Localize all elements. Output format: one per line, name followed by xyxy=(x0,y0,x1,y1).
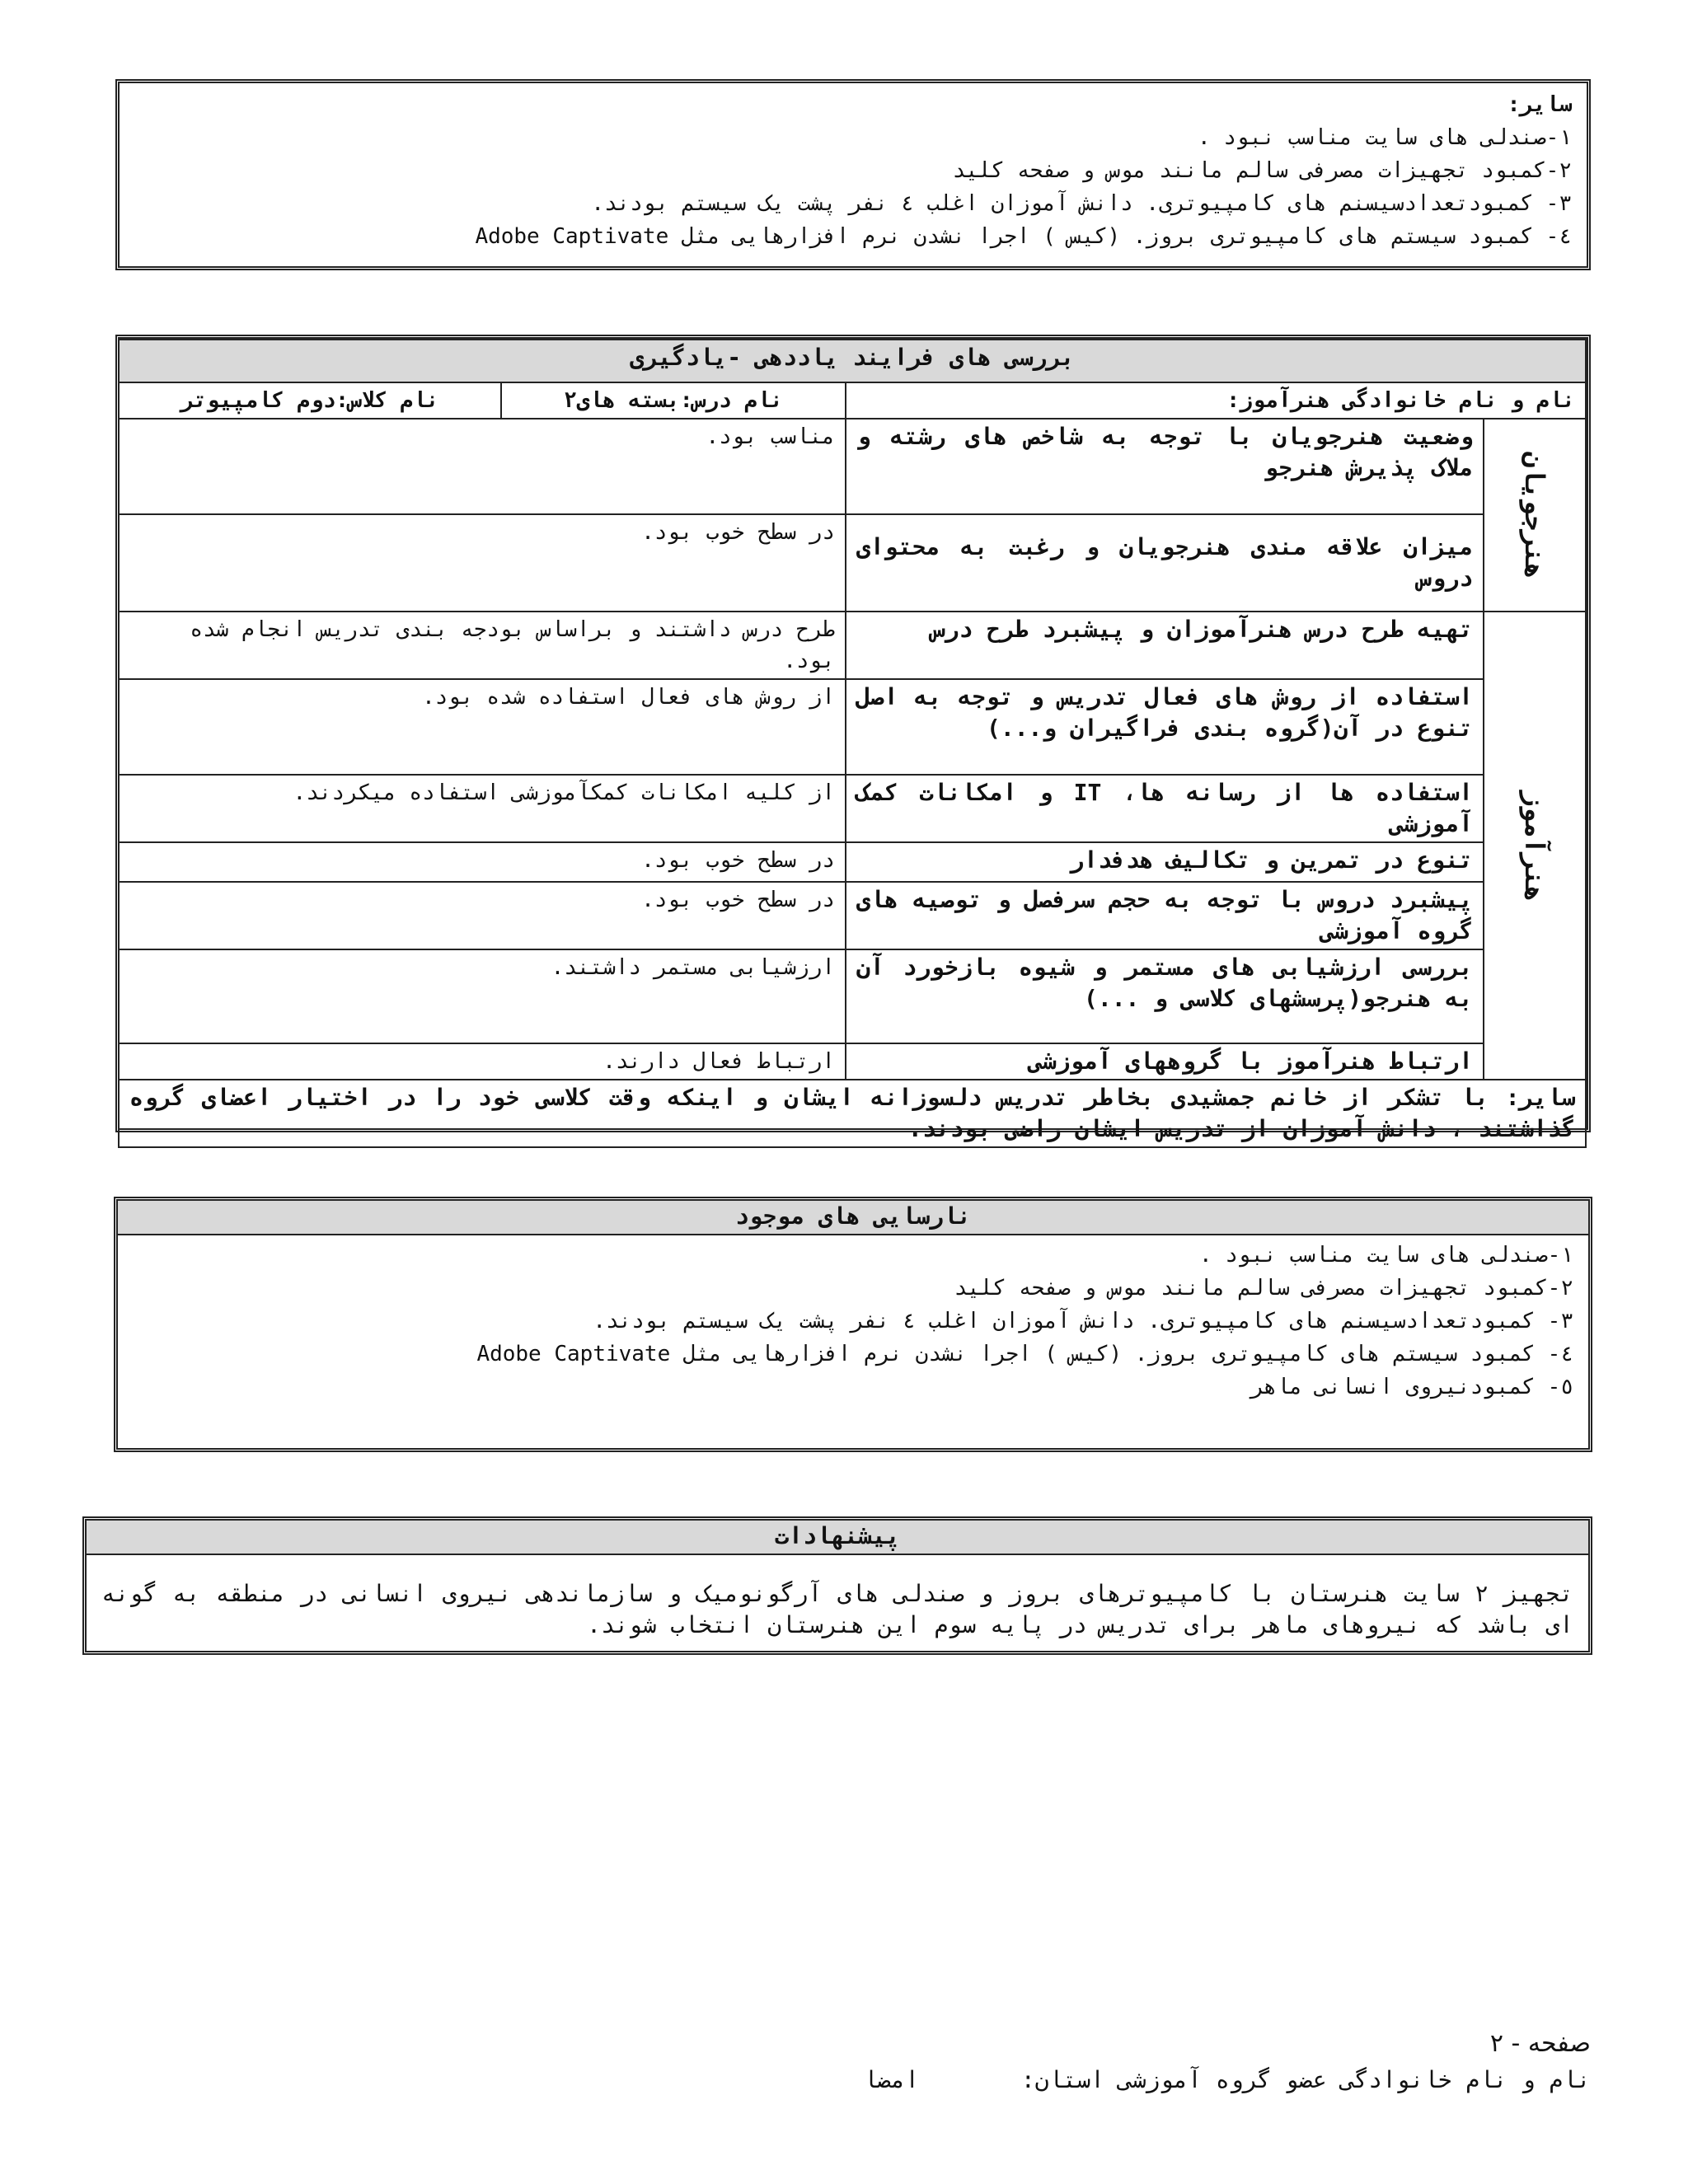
class-name-label: نام کلاس:دوم کامپیوتر xyxy=(119,382,501,419)
other-notes-line: ٤- کمبود سیستم های کامپیوتری بروز. (کیس ) اجرا نشدن نرم افزارهایی مثل Adobe Captivate xyxy=(475,224,1572,249)
criterion-cell: استفاده از روش های فعال تدریس و توجه به اصل تنوع در آن(گروه بندی فراگیران و...) xyxy=(846,679,1484,775)
table-row xyxy=(119,612,1586,679)
process-review-title: بررسی های فرایند یاددهی -یادگیری xyxy=(119,340,1586,382)
course-name-label: نام درس:بسته های۲ xyxy=(501,382,846,419)
other-notes-line: ۱-صندلی های سایت مناسب نبود . xyxy=(1198,125,1572,150)
other-notes-box xyxy=(115,79,1591,270)
process-summary: سایر: با تشکر از خانم جمشیدی بخاطر تدریس دلسوزانه ایشان و اینکه وقت کلاسی خود را در اختیار اعضای گروه گذاشتند ، دانش آموزان از تدریس ایشان راضی بودند. xyxy=(119,1080,1586,1147)
suggestions-box xyxy=(82,1516,1592,1655)
suggestions-text: تجهیز ۲ سایت هنرستان با کامپیوترهای بروز و صندلی های آرگونومیک و سازماندهی نیروی انسانی در منطقه به گونه ای باشد که نیروهای ماهر برای تدریس در پایه سوم این هنرستان انتخاب شوند. xyxy=(101,1580,1573,1638)
shortcomings-title: نارسایی های موجود xyxy=(118,1201,1588,1235)
page-number: صفحه - ۲ xyxy=(1489,2029,1591,2058)
table-row xyxy=(119,882,1586,949)
value-cell: ارتباط فعال دارند. xyxy=(119,1043,846,1080)
other-notes-line: ۳- کمبودتعدادسیسنم های کامپیوتری. دانش آموزان اغلب ٤ نفر پشت یک سیستم بودند. xyxy=(591,191,1572,216)
shortcomings-box xyxy=(114,1197,1592,1452)
table-row xyxy=(119,1043,1586,1080)
criterion-cell: وضعیت هنرجویان با توجه به شاخص های رشته و ملاک پذیرش هنرجو xyxy=(846,419,1484,514)
value-cell: طرح درس داشتند و براساس بودجه بندی تدریس انجام شده بود. xyxy=(119,612,846,679)
page-footer xyxy=(742,2026,1591,2098)
criterion-cell: پیشبرد دروس با توجه به حجم سرفصل و توصیه های گروه آموزشی xyxy=(846,882,1484,949)
other-notes-title: سایر: xyxy=(1507,92,1572,117)
table-row xyxy=(119,949,1586,1043)
criterion-cell: ارتباط هنرآموز با گروههای آموزشی xyxy=(846,1043,1484,1080)
criterion-cell: بررسی ارزشیابی های مستمر و شیوه بازخورد آن به هنرجو(پرسشهای کلاسی و ...) xyxy=(846,949,1484,1043)
shortcoming-line: ٥- کمبودنیروی انسانی ماهر xyxy=(1250,1375,1573,1399)
suggestions-title: پیشنهادات xyxy=(87,1521,1588,1555)
criterion-cell: استفاده ها از رسانه ها، IT و امکانات کمک آموزشی xyxy=(846,775,1484,842)
shortcoming-line: ٤- کمبود سیستم های کامپیوتری بروز. (کیس ) اجرا نشدن نرم افزارهایی مثل Adobe Captivate xyxy=(476,1342,1573,1366)
value-cell: در سطح خوب بود. xyxy=(119,842,846,882)
shortcoming-line: ۲-کمبود تجهیزات مصرفی سالم مانند موس و صفحه کلید xyxy=(954,1276,1573,1301)
process-review-table xyxy=(118,339,1587,1148)
table-title-row xyxy=(119,340,1586,382)
criterion-cell: تنوع در تمرین و تکالیف هدفدار xyxy=(846,842,1484,882)
shortcoming-line: ۱-صندلی های سایت مناسب نبود . xyxy=(1199,1243,1573,1268)
table-row xyxy=(119,679,1586,775)
signature-label: امضا xyxy=(863,2066,920,2093)
table-row xyxy=(119,419,1586,514)
shortcoming-line: ۳- کمبودتعدادسیسنم های کامپیوتری. دانش آموزان اغلب ٤ نفر پشت یک سیستم بودند. xyxy=(593,1309,1573,1333)
value-cell: ارزشیابی مستمر داشتند. xyxy=(119,949,846,1043)
value-cell: در سطح خوب بود. xyxy=(119,882,846,949)
value-cell: در سطح خوب بود. xyxy=(119,514,846,612)
value-cell: مناسب بود. xyxy=(119,419,846,514)
other-notes-line: ۲-کمبود تجهیزات مصرفی سالم مانند موس و صفحه کلید xyxy=(952,158,1572,183)
table-row xyxy=(119,775,1586,842)
table-row xyxy=(119,514,1586,612)
member-name-label: نام و نام خانوادگی عضو گروه آموزشی استان: xyxy=(1020,2066,1591,2093)
summary-row xyxy=(119,1080,1586,1147)
criterion-cell: تهیه طرح درس هنرآموزان و پیشبرد طرح درس xyxy=(846,612,1484,679)
info-row xyxy=(119,382,1586,419)
value-cell: از کلیه امکانات کمکآموزشی استفاده میکردند. xyxy=(119,775,846,842)
table-row xyxy=(119,842,1586,882)
teacher-group-label: هنرآموز xyxy=(1484,612,1586,1080)
process-review-box xyxy=(115,335,1591,1142)
criterion-cell: میزان علاقه مندی هنرجویان و رغبت به محتوای دروس xyxy=(846,514,1484,612)
students-group-label: هنرجویان xyxy=(1484,419,1586,612)
teacher-name-label: نام و نام خانوادگی هنرآموز: xyxy=(846,382,1586,419)
value-cell: از روش های فعال استفاده شده بود. xyxy=(119,679,846,775)
